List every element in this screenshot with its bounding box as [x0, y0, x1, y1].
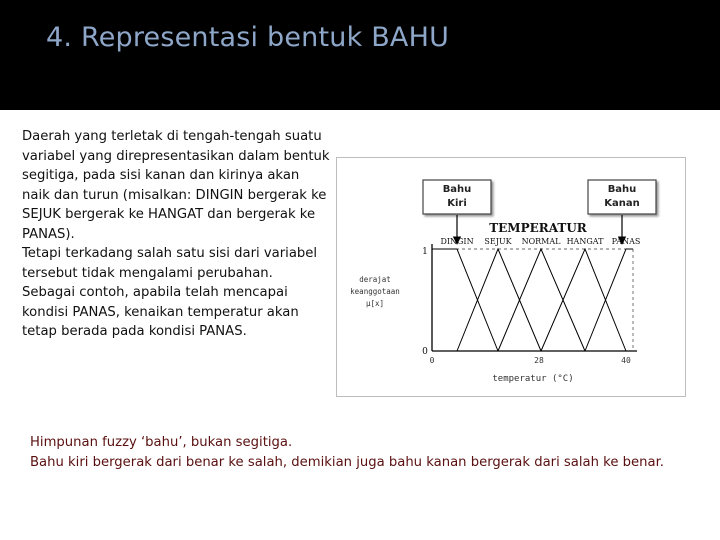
x-tick-28: 28 [534, 356, 544, 365]
set-label-panas: PANAS [611, 237, 641, 246]
y-axis-label-line3: μ[x] [365, 299, 385, 308]
curve-sejuk [457, 249, 541, 351]
y-tick-one: 1 [422, 247, 428, 257]
left-shoulder-callout-line2: Kiri [447, 198, 467, 209]
slide-title: 4. Representasi bentuk BAHU [46, 22, 450, 53]
curve-dingin-left-shoulder [432, 249, 498, 351]
set-label-normal: NORMAL [521, 237, 561, 246]
y-tick-zero: 0 [422, 347, 428, 357]
footer-note [30, 433, 705, 473]
set-label-sejuk: SEJUK [484, 237, 512, 246]
diagram-heading: TEMPERATUR [489, 221, 587, 235]
body-text [22, 127, 330, 342]
curve-normal [498, 249, 585, 351]
right-shoulder-callout-line1: Bahu [607, 184, 637, 195]
curve-hangat [541, 249, 626, 351]
y-axis-label-line2: keanggotaan [350, 287, 400, 296]
curve-panas-right-shoulder [585, 249, 633, 351]
paragraph-description: Daerah yang terletak di tengah-tengah suatu variabel yang direpresentasikan dalam bentuk segitiga, pada sisi kanan dan kirinya akan naik dan turun (misalkan: DINGIN bergerak ke SEJUK bergerak ke HANGAT dan bergerak ke PANAS). [22, 129, 330, 242]
diagram-canvas [337, 158, 685, 396]
right-shoulder-callout-line2: Kanan [604, 198, 640, 209]
title-bar [0, 0, 720, 110]
set-label-dingin: DINGIN [440, 237, 474, 246]
footer-line-2: Bahu kiri bergerak dari benar ke salah, demikian juga bahu kanan bergerak dari salah ke benar. [30, 455, 664, 470]
x-tick-40: 40 [621, 356, 631, 365]
paragraph-example: Tetapi terkadang salah satu sisi dari variabel tersebut tidak mengalami perubahan. Sebagai contoh, apabila telah mencapai kondisi PANAS, kenaikan temperatur akan tetap berada pada kondisi PANAS. [22, 246, 318, 339]
left-shoulder-callout-line1: Bahu [442, 184, 472, 195]
x-axis-label: temperatur (°C) [492, 374, 574, 384]
shoulder-membership-diagram [336, 157, 686, 397]
x-tick-0: 0 [429, 356, 435, 365]
footer-line-1: Himpunan fuzzy ‘bahu’, bukan segitiga. [30, 435, 293, 450]
y-axis-label-line1: derajat [359, 275, 391, 284]
set-label-hangat: HANGAT [566, 237, 604, 246]
